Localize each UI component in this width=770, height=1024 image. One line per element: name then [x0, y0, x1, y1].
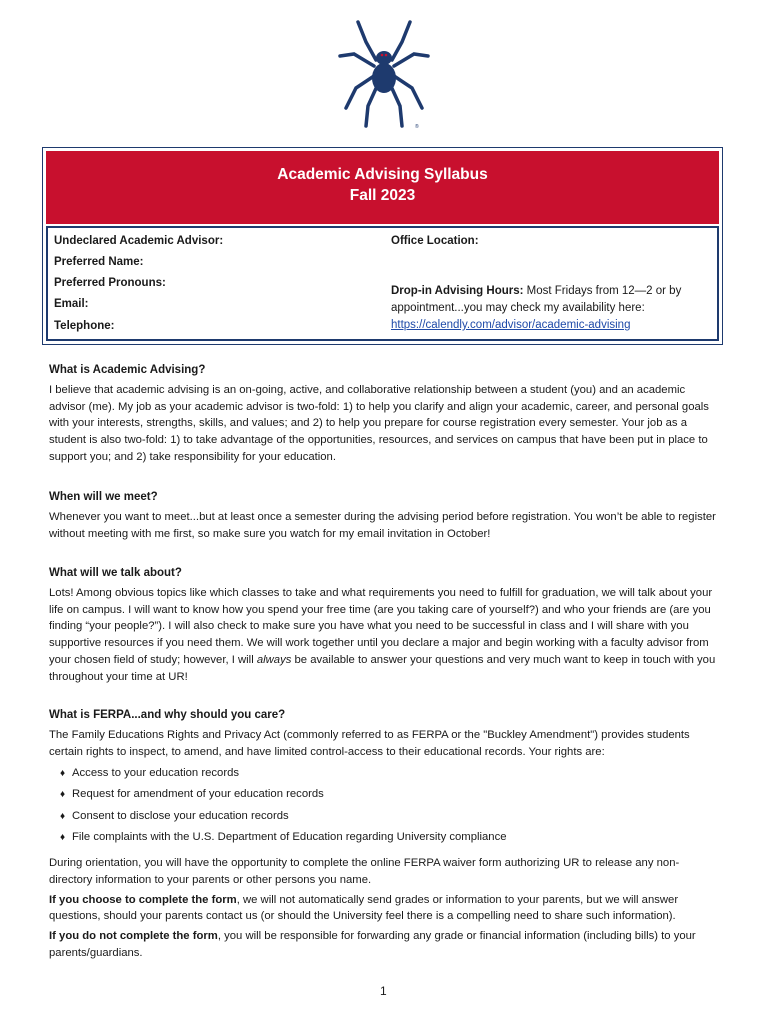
- diamond-bullet-icon: ♦: [60, 789, 66, 801]
- section-heading: When will we meet?: [49, 491, 158, 503]
- section-talk-about: [49, 565, 721, 686]
- notchoose-bold: If you do not complete the form: [49, 930, 218, 943]
- section-body: Whenever you want to meet...but at least once a semester during the advising period before registration. You won’t be able to register without meeting with me first, so make sure you watch for my email invitation in October!: [49, 510, 716, 540]
- office-location-label: Office Location:: [391, 235, 479, 247]
- choose-body: , we will not automatically send grades or information to your parents, but we will answer questions, should your parents contact us (or should the University feel there is a compelling need to share such information).: [49, 893, 679, 923]
- talk-body-part1: Lots! Among obvious topics like which classes to take and what requirements you need to fulfill for graduation, we will talk about your life on campus. I will want to know how you spend your free time (are you taking care of yourself?) and who your friends are (are you finding “your people?”). I will also check to make sure you have what you need to be successful in class and I will share with you supportive resources if you need them. We will work together until you declare a major and begin working with a faculty advisor from your chosen field of study; however, I will: [49, 586, 713, 666]
- section-body: The Family Educations Rights and Privacy Act (commonly referred to as FERPA or the "Buckley Amendment") provides students certain rights to inspect, to amend, and have limited control-access to their educational records. Your rights are:: [49, 728, 690, 758]
- spider-logo-icon: [336, 18, 432, 130]
- choose-bold: If you choose to complete the form: [49, 893, 237, 906]
- term-label: Fall 2023: [349, 187, 416, 204]
- choose-paragraph: [49, 892, 721, 926]
- section-ferpa-details: [49, 855, 721, 962]
- section-heading: What will we talk about?: [49, 567, 182, 579]
- list-item: ♦ Access to your education records: [60, 763, 507, 784]
- advisor-info-box: [46, 226, 719, 341]
- diamond-bullet-icon: ♦: [60, 810, 66, 822]
- ferpa-rights-list: [60, 763, 507, 848]
- notchoose-body: , you will be responsible for forwarding any grade or financial information (including bills) to your parents/guardians.: [49, 930, 696, 959]
- preferred-name-label: Preferred Name:: [54, 256, 144, 268]
- list-item: ♦ File complaints with the U.S. Department of Education regarding University compliance: [60, 827, 507, 848]
- list-item: ♦ Request for amendment of your education records: [60, 784, 507, 805]
- section-when-meet: [49, 489, 721, 542]
- talk-body-part2: be available to answer your questions and very much want to keep in touch with you throughout your time at UR!: [49, 653, 716, 683]
- talk-body-emphasis: always: [256, 653, 292, 666]
- section-ferpa: [49, 707, 721, 760]
- section-body: I believe that academic advising is an on-going, active, and collaborative relationship between a student (you) and an academic advisor (me). My job as your academic advisor is two-fold: 1) to help you clarify and align your academic, career, and personal goals with your interests, strengths, skills, and values; and 2) to help you prepare for course registration every semester. Your job as a student is also two-fold: 1) to take advantage of the opportunities, resources, and services on campus that have been put in place to support you; and 2) take responsibility for your education.: [49, 383, 709, 463]
- notchoose-paragraph: [49, 928, 721, 962]
- title-banner: [46, 151, 719, 224]
- diamond-bullet-icon: ♦: [60, 768, 66, 779]
- dropin-hours: [391, 283, 716, 334]
- section-heading: What is Academic Advising?: [49, 364, 206, 376]
- list-item: ♦ Consent to disclose your education records: [60, 806, 507, 827]
- advisor-label: Undeclared Academic Advisor:: [54, 235, 224, 247]
- calendly-link[interactable]: https://calendly.com/advisor/academic-advising: [391, 319, 631, 331]
- diamond-bullet-icon: ♦: [60, 831, 66, 843]
- page-title: Academic Advising Syllabus: [277, 166, 488, 183]
- page-number: 1: [380, 984, 387, 998]
- section-what-advising: [49, 362, 721, 466]
- section-body: [49, 585, 721, 686]
- section-heading: What is FERPA...and why should you care?: [49, 709, 286, 721]
- pronouns-label: Preferred Pronouns:: [54, 277, 166, 289]
- telephone-label: Telephone:: [54, 320, 115, 332]
- dropin-label: Drop-in Advising Hours:: [391, 285, 524, 297]
- syllabus-header-box: [42, 147, 723, 345]
- dropin-text: Most Fridays from 12—2 or by appointment...you may check my availability here:: [391, 285, 682, 314]
- email-label: Email:: [54, 298, 89, 310]
- orientation-paragraph: During orientation, you will have the opportunity to complete the online FERPA waiver form authorizing UR to release any non-directory information to your parents or other persons you name.: [49, 857, 680, 886]
- svg-text:®: ®: [415, 124, 419, 130]
